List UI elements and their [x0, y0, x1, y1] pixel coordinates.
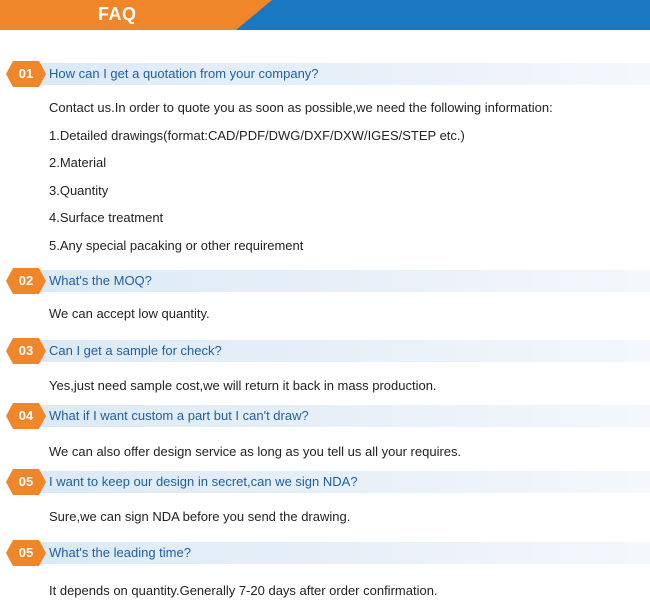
answer-line: 1.Detailed drawings(format:CAD/PDF/DWG/DXF/DXW/IGES/STEP etc.): [49, 127, 465, 143]
answer-line: 2.Material: [49, 155, 107, 170]
question-number: 01: [18, 66, 34, 81]
answer-line: Contact us.In order to quote you as soon as possible,we need the following information:: [49, 100, 553, 115]
answer-line: 3.Quantity: [49, 182, 109, 198]
faq-item-3: [0, 338, 650, 393]
faq-item-6: [0, 540, 650, 598]
faq-answer: [49, 577, 438, 605]
answer-line: 5.Any special pacaking or other requirement: [49, 237, 304, 253]
question-number-badge: [6, 268, 46, 294]
faq-question-row: [0, 469, 650, 495]
question-number: 02: [18, 273, 34, 288]
answer-line: Sure,we can sign NDA before you send the drawing.: [49, 509, 351, 524]
faq-answer: [49, 94, 553, 259]
faq-question-row: [0, 338, 650, 364]
faq-answer: [49, 372, 437, 400]
answer-line: 4.Surface treatment: [49, 210, 164, 225]
question-text: What if I want custom a part but I can't draw?: [49, 408, 309, 423]
faq-header: [0, 0, 650, 30]
question-number-badge: [6, 338, 46, 364]
faq-item-5: [0, 469, 650, 524]
faq-question-row: [0, 540, 650, 566]
answer-line: We can also offer design service as long as you tell us all your requires.: [49, 444, 462, 459]
faq-question-row: [0, 403, 650, 429]
question-number: 05: [18, 545, 34, 560]
faq-item-2: [0, 268, 650, 321]
question-number-badge: [6, 61, 46, 87]
faq-item-1: [0, 61, 650, 253]
question-number-badge: [6, 540, 46, 566]
answer-line: Yes,just need sample cost,we will return it back in mass production.: [49, 378, 437, 393]
question-text: How can I get a quotation from your company?: [49, 66, 319, 81]
faq-answer: [49, 300, 210, 328]
question-number: 05: [18, 474, 34, 489]
page-title: FAQ: [98, 4, 137, 24]
faq-question-row: [0, 61, 650, 87]
question-text: Can I get a sample for check?: [49, 343, 222, 358]
question-number: 03: [18, 343, 34, 358]
question-text: I want to keep our design in secret,can we sign NDA?: [49, 474, 358, 489]
faq-item-4: [0, 403, 650, 459]
question-number-badge: [6, 403, 46, 429]
faq-question-row: [0, 268, 650, 294]
question-number-badge: [6, 469, 46, 495]
question-number: 04: [18, 408, 34, 423]
faq-answer: [49, 438, 461, 466]
question-text: What's the leading time?: [49, 545, 191, 560]
answer-line: We can accept low quantity.: [49, 306, 210, 321]
question-text: What's the MOQ?: [49, 273, 152, 288]
answer-line: It depends on quantity.Generally 7-20 days after order confirmation.: [49, 583, 438, 598]
faq-answer: [49, 503, 350, 531]
